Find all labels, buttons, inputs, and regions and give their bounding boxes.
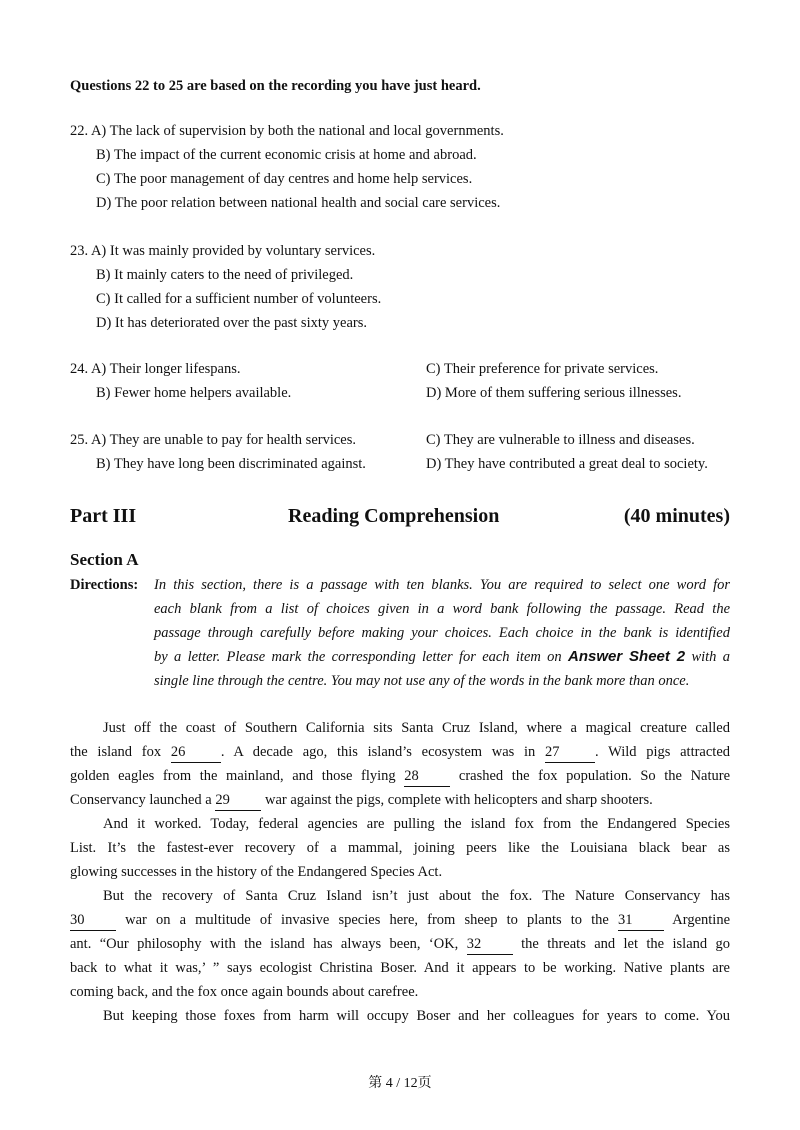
q22-option-c: C) The poor management of day centres and home help services.: [96, 171, 473, 187]
blank-31: 31: [618, 910, 664, 931]
passage-text: the island fox: [70, 744, 162, 760]
q25-option-b: B) They have long been discriminated against.: [96, 456, 366, 472]
reading-passage: [70, 716, 730, 1028]
question-25: [70, 428, 740, 476]
directions-line: [154, 645, 730, 669]
question-23: [70, 239, 740, 335]
question-22: [70, 119, 740, 215]
passage-text: crashed the fox population. So the Nature: [458, 768, 731, 784]
blank-32: 32: [467, 934, 513, 955]
q23-option-c: C) It called for a sufficient number of volunteers.: [96, 291, 382, 307]
passage-line: But the recovery of Santa Cruz Island isn’t just about the fox. The Nature Conservancy has: [103, 888, 730, 904]
directions-line-part: with a: [691, 649, 730, 665]
passage-text: Conservancy launched a: [70, 792, 212, 808]
passage-line: [70, 740, 730, 764]
passage-line: glowing successes in the history of the Endangered Species Act.: [70, 864, 443, 880]
q25-option-d: D) They have contributed a great deal to society.: [426, 456, 708, 472]
passage-text: golden eagles from the mainland, and those flying: [70, 768, 396, 784]
passage-line: List. It’s the fastest-ever recovery of a mammal, joining peers like the Louisiana black bear as: [70, 840, 730, 856]
q22-option-a: 22. A) The lack of supervision by both the national and local governments.: [70, 123, 504, 139]
directions-line: passage through carefully before making your choices. Each choice in the bank is identified: [154, 625, 730, 641]
q23-option-d: D) It has deteriorated over the past sixty years.: [96, 315, 367, 331]
directions-line: single line through the centre. You may not use any of the words in the bank more than once.: [154, 673, 690, 689]
q24-option-b: B) Fewer home helpers available.: [96, 385, 292, 401]
questions-header: Questions 22 to 25 are based on the recording you have just heard.: [70, 78, 481, 94]
passage-line: Just off the coast of Southern California sits Santa Cruz Island, where a magical creature called: [103, 720, 730, 736]
blank-29: 29: [215, 790, 261, 811]
passage-line: [70, 788, 730, 812]
q25-option-c: C) They are vulnerable to illness and diseases.: [426, 432, 695, 448]
passage-line: coming back, and the fox once again bounds about carefree.: [70, 984, 419, 1000]
answer-sheet-label: Answer Sheet 2: [568, 648, 686, 665]
part-title: Reading Comprehension: [288, 505, 500, 527]
part-time: (40 minutes): [623, 505, 730, 527]
page-number: 第 4 / 12页: [368, 1076, 432, 1091]
passage-line: [70, 764, 730, 788]
question-24: [70, 357, 740, 405]
passage-line: back to what it was,’ ” says ecologist Christina Boser. And it appears to be working. Native plants are: [70, 960, 730, 976]
directions-label: Directions:: [70, 577, 139, 593]
directions-line: In this section, there is a passage with ten blanks. You are required to select one word for: [154, 577, 730, 593]
q24-option-d: D) More of them suffering serious illnesses.: [426, 385, 682, 401]
directions-text: [154, 573, 730, 693]
passage-line: But keeping those foxes from harm will occupy Boser and her colleagues for years to come. You: [103, 1008, 730, 1024]
directions-line: each blank from a list of choices given in a word bank following the passage. Read the: [154, 601, 730, 617]
passage-line: [70, 932, 730, 956]
passage-text: the threats and let the island go: [521, 936, 731, 952]
part-number: Part III: [70, 505, 137, 527]
passage-text: . A decade ago, this island’s ecosystem was in: [220, 744, 536, 760]
part-heading: [70, 500, 730, 532]
passage-text: Argentine: [672, 912, 731, 928]
passage-line: [70, 908, 730, 932]
section-heading: Section A: [70, 550, 139, 569]
q24-option-a: 24. A) Their longer lifespans.: [70, 361, 241, 377]
passage-text: war against the pigs, complete with helicopters and sharp shooters.: [264, 792, 653, 808]
directions-line-part: by a letter. Please mark the corresponding letter for each item on: [154, 649, 562, 665]
q22-option-d: D) The poor relation between national health and social care services.: [96, 195, 501, 211]
q25-option-a: 25. A) They are unable to pay for health services.: [70, 432, 357, 448]
q24-option-c: C) Their preference for private services.: [426, 361, 659, 377]
q23-option-b: B) It mainly caters to the need of privileged.: [96, 267, 354, 283]
passage-text: ant. “Our philosophy with the island has always been, ‘OK,: [70, 936, 459, 952]
q23-option-a: 23. A) It was mainly provided by voluntary services.: [70, 243, 376, 259]
passage-text: war on a multitude of invasive species here, from sheep to plants to the: [125, 912, 609, 928]
blank-26: 26: [171, 742, 221, 763]
passage-text: . Wild pigs attracted: [595, 744, 731, 760]
blank-30: 30: [70, 910, 116, 931]
passage-line: And it worked. Today, federal agencies are pulling the island fox from the Endangered Species: [103, 816, 730, 832]
q22-option-b: B) The impact of the current economic crisis at home and abroad.: [96, 147, 477, 163]
blank-28: 28: [404, 766, 450, 787]
blank-27: 27: [545, 742, 595, 763]
